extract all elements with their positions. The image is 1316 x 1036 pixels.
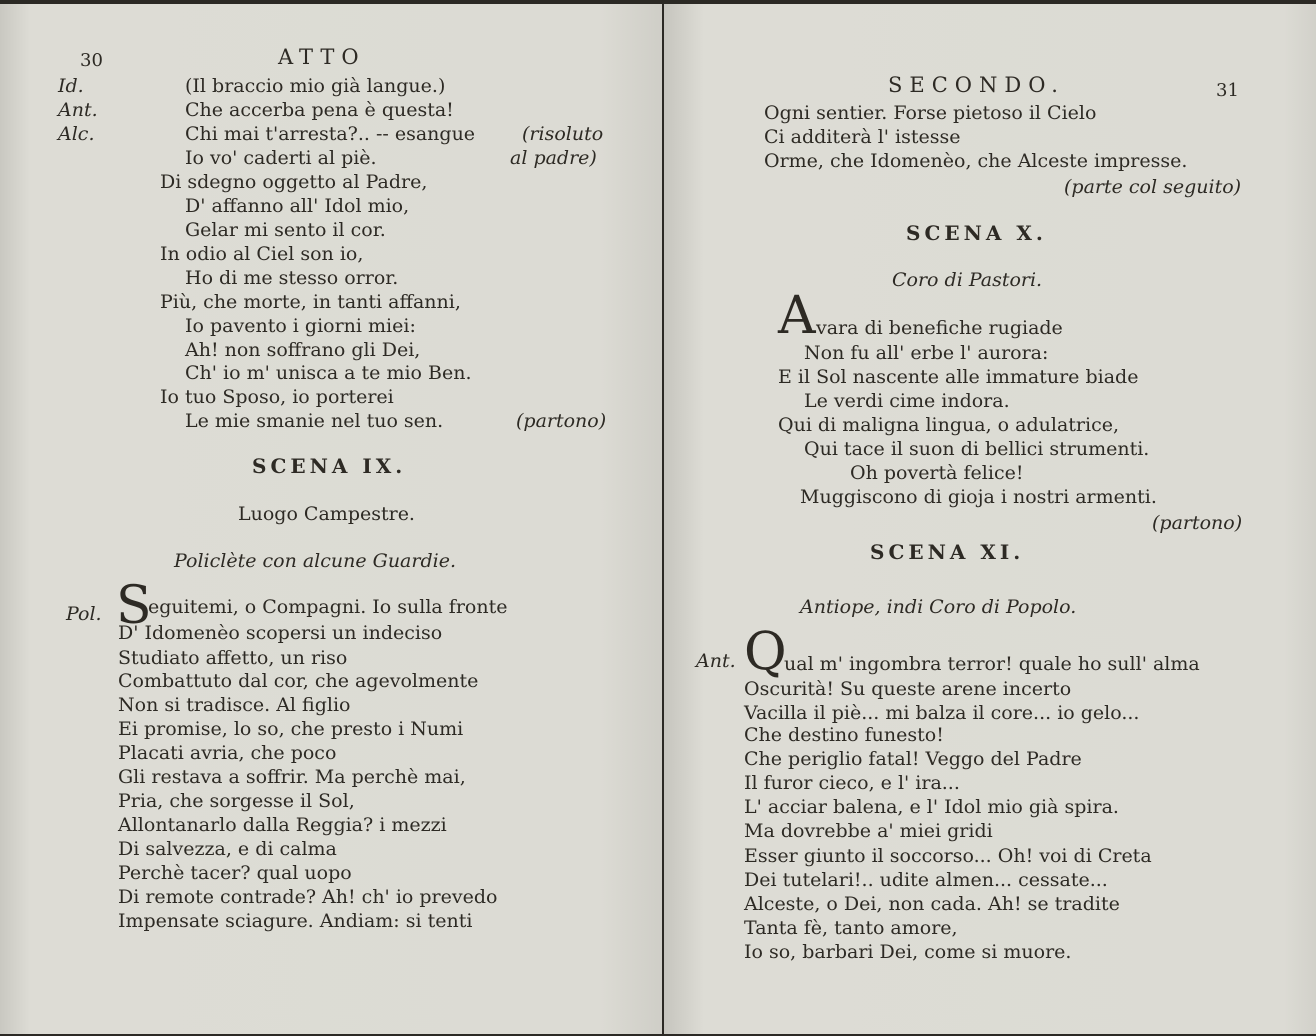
- chorus-line: Qui tace il suon di bellici strumenti.: [804, 438, 1150, 460]
- dialogue-line: Che accerba pena è questa!: [185, 99, 454, 121]
- drop-cap: S: [116, 576, 152, 636]
- speech-line: Vacilla il piè... mi balza il core... io gelo...: [744, 702, 1140, 724]
- stage-direction: (risoluto: [522, 123, 604, 145]
- chorus-line: Muggiscono di gioja i nostri armenti.: [800, 486, 1157, 508]
- speech-line: eguitemi, o Compagni. Io sulla fronte: [148, 596, 508, 618]
- chorus-line: Le verdi cime indora.: [804, 390, 1010, 412]
- speech-line: Di salvezza, e di calma: [118, 838, 337, 860]
- running-head: SECONDO.: [888, 73, 1065, 97]
- page-number: 31: [1216, 80, 1239, 101]
- speaker-label: Id.: [58, 75, 84, 97]
- stage-direction: al padre): [510, 147, 597, 169]
- left-page: [0, 4, 662, 1034]
- speech-line: Di remote contrade? Ah! ch' io prevedo: [118, 886, 498, 908]
- speech-line: Gli restava a soffrir. Ma perchè mai,: [118, 766, 466, 788]
- scene-location: Luogo Campestre.: [238, 503, 415, 525]
- dialogue-line: (Il braccio mio già langue.): [185, 75, 446, 97]
- speaker-label: Alc.: [58, 123, 95, 145]
- scene-heading: SCENA IX.: [252, 454, 407, 478]
- speech-line: Non si tradisce. Al figlio: [118, 694, 351, 716]
- chorus-line: Qui di maligna lingua, o adulatrice,: [778, 414, 1119, 436]
- verse-line: In odio al Ciel son io,: [160, 243, 364, 265]
- speech-line: Esser giunto il soccorso... Oh! voi di Creta: [744, 845, 1152, 867]
- dialogue-line: Io vo' caderti al piè.: [185, 147, 377, 169]
- speech-line: Io so, barbari Dei, come si muore.: [744, 941, 1072, 963]
- speech-line: L' acciar balena, e l' Idol mio già spira.: [744, 796, 1119, 818]
- speech-line: Che periglio fatal! Veggo del Padre: [744, 748, 1082, 770]
- verse-line: D' affanno all' Idol mio,: [185, 195, 410, 217]
- speaker-label: Ant.: [58, 99, 98, 121]
- verse-line: Ci additerà l' istesse: [764, 126, 961, 148]
- verse-line: Ogni sentier. Forse pietoso il Cielo: [764, 102, 1097, 124]
- verse-line: Ah! non soffrano gli Dei,: [185, 339, 421, 361]
- scene-characters: Coro di Pastori.: [892, 269, 1043, 291]
- speech-line: Dei tutelari!.. udite almen... cessate...: [744, 869, 1108, 891]
- speech-line: Impensate sciagure. Andiam: si tenti: [118, 910, 473, 932]
- scene-heading: SCENA X.: [906, 221, 1047, 245]
- scene-heading: SCENA XI.: [870, 540, 1025, 564]
- verse-line: Io tuo Sposo, io porterei: [160, 386, 394, 408]
- speaker-label: Pol.: [66, 603, 102, 625]
- speech-line: Oscurità! Su queste arene incerto: [744, 678, 1072, 700]
- verse-line: Orme, che Idomenèo, che Alceste impresse.: [764, 150, 1188, 172]
- speech-line: Alceste, o Dei, non cada. Ah! se tradite: [744, 893, 1120, 915]
- right-page: [664, 4, 1316, 1034]
- page-number: 30: [80, 50, 103, 71]
- chorus-line: vara di benefiche rugiade: [816, 317, 1063, 339]
- speech-line: ual m' ingombra terror! quale ho sull' alma: [784, 653, 1200, 675]
- speech-line: Allontanarlo dalla Reggia? i mezzi: [118, 814, 447, 836]
- scene-characters: Antiope, indi Coro di Popolo.: [800, 596, 1077, 618]
- speech-line: Studiato affetto, un riso: [118, 647, 348, 669]
- verse-line: Ch' io m' unisca a te mio Ben.: [185, 362, 472, 384]
- stage-direction: (partono): [516, 410, 607, 432]
- stage-direction: (partono): [1152, 512, 1243, 534]
- speech-line: Il furor cieco, e l' ira...: [744, 772, 960, 794]
- speech-line: Pria, che sorgesse il Sol,: [118, 790, 355, 812]
- speech-line: Perchè tacer? qual uopo: [118, 862, 352, 884]
- speech-line: Ei promise, lo so, che presto i Numi: [118, 718, 464, 740]
- chorus-line: Non fu all' erbe l' aurora:: [804, 342, 1049, 364]
- speaker-label: Ant.: [696, 650, 736, 672]
- drop-cap: A: [778, 286, 816, 346]
- dialogue-line: Chi mai t'arresta?.. -- esangue: [185, 123, 476, 145]
- running-head: ATTO: [278, 45, 366, 69]
- verse-line: Di sdegno oggetto al Padre,: [160, 171, 428, 193]
- verse-line: Gelar mi sento il cor.: [185, 219, 386, 241]
- speech-line: D' Idomenèo scopersi un indeciso: [118, 622, 443, 644]
- speech-line: Ma dovrebbe a' miei gridi: [744, 820, 993, 842]
- verse-line: Le mie smanie nel tuo sen.: [185, 410, 444, 432]
- chorus-line: Oh povertà felice!: [850, 462, 1024, 484]
- speech-line: Tanta fè, tanto amore,: [744, 917, 958, 939]
- drop-cap: Q: [744, 622, 787, 682]
- speech-line: Che destino funesto!: [744, 724, 944, 746]
- speech-line: Placati avria, che poco: [118, 742, 337, 764]
- verse-line: Più, che morte, in tanti affanni,: [160, 291, 461, 313]
- stage-direction: (parte col seguito): [1064, 176, 1242, 198]
- scene-characters: Policlète con alcune Guardie.: [174, 550, 456, 572]
- verse-line: Io pavento i giorni miei:: [185, 315, 416, 337]
- chorus-line: E il Sol nascente alle immature biade: [778, 366, 1139, 388]
- speech-line: Combattuto dal cor, che agevolmente: [118, 670, 479, 692]
- verse-line: Ho di me stesso orror.: [185, 267, 399, 289]
